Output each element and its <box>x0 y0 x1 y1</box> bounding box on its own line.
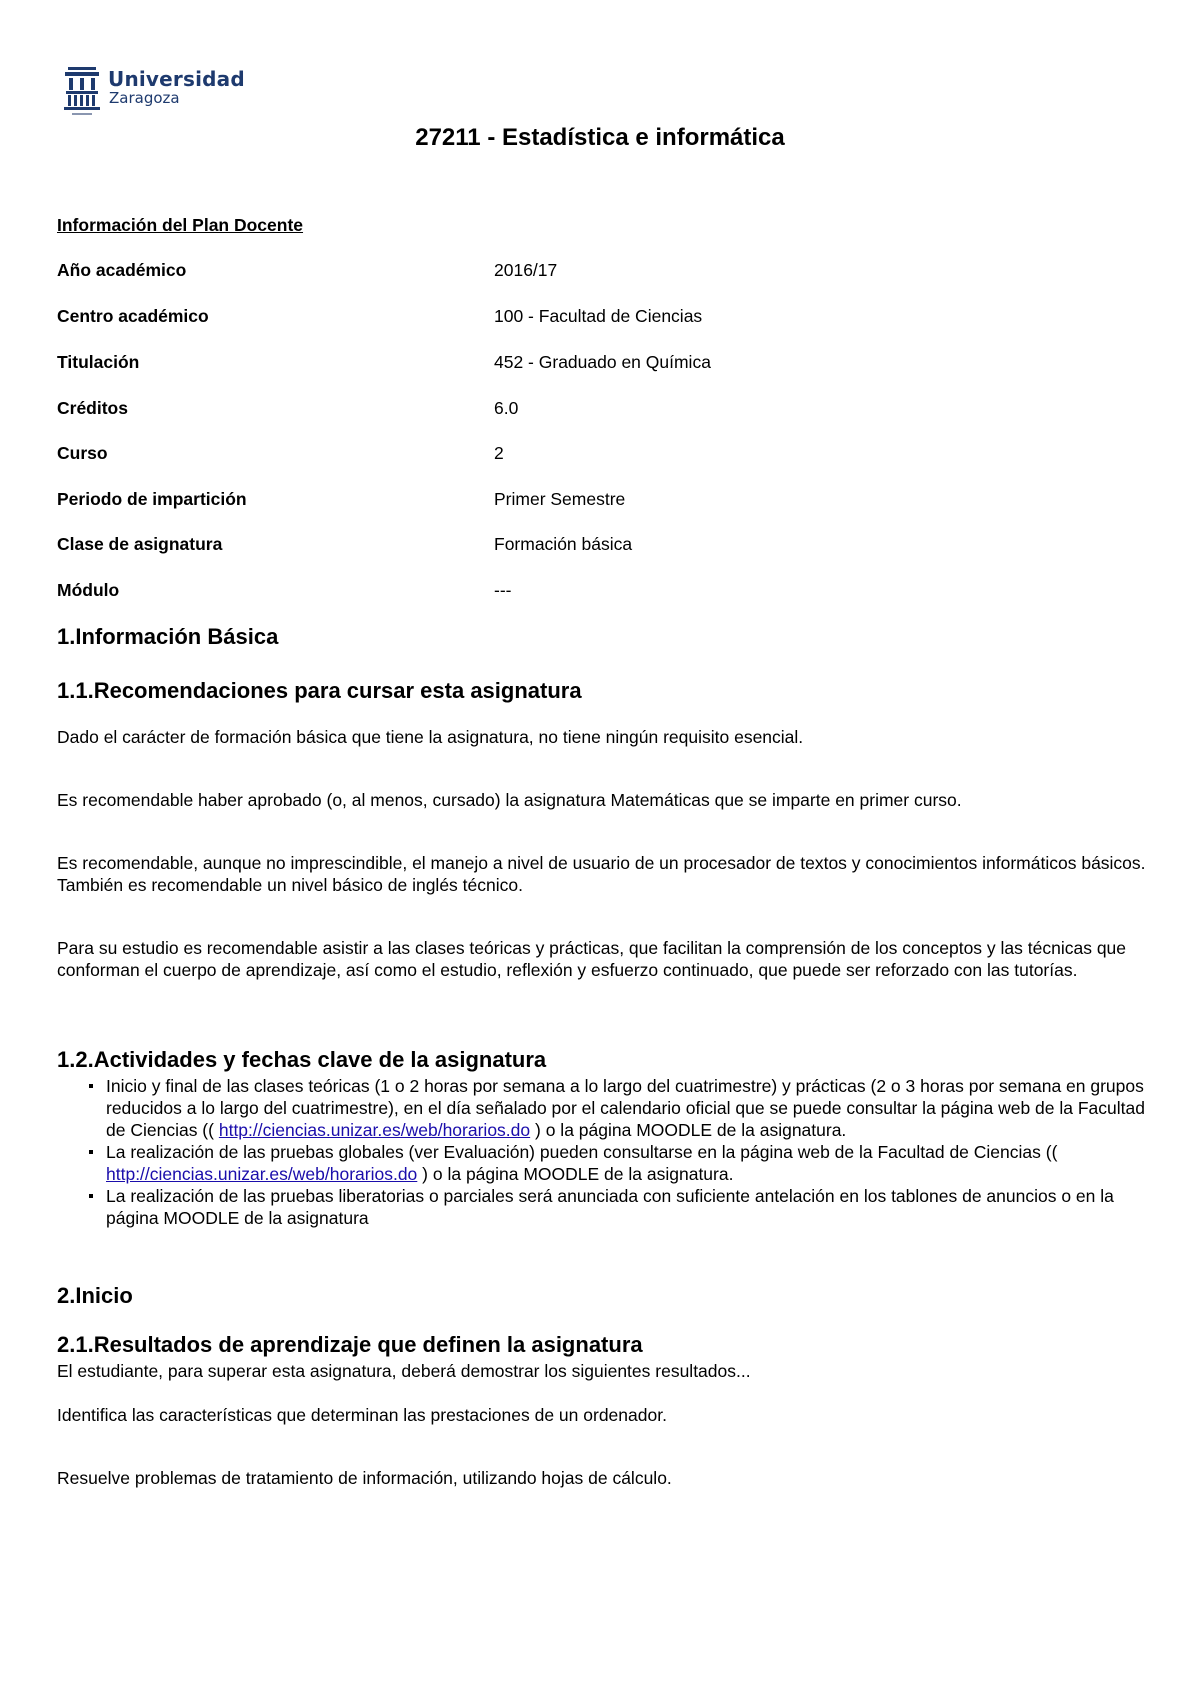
list-item-text: ) o la página MOODLE de la asignatura. <box>535 1120 847 1140</box>
logo-university-name: Universidad <box>108 67 245 91</box>
info-value: 2016/17 <box>494 260 558 280</box>
plan-heading: Información del Plan Docente <box>57 215 304 235</box>
activities-list <box>57 1075 1147 1229</box>
info-key: Módulo <box>57 580 120 600</box>
info-value: 100 - Facultad de Ciencias <box>494 306 703 326</box>
info-row <box>57 352 1157 376</box>
bullet-icon <box>89 1084 93 1088</box>
list-item <box>57 1075 1147 1141</box>
info-value: 2 <box>494 443 504 463</box>
info-row <box>57 580 1157 604</box>
info-key: Titulación <box>57 352 140 372</box>
list-item-text: La realización de las pruebas globales (ver Evaluación) pueden consultarse en la página web de la Facultad de Ciencias (( <box>106 1142 1058 1162</box>
horarios-link[interactable]: http://ciencias.unizar.es/web/horarios.do <box>106 1164 418 1184</box>
list-item <box>57 1185 1147 1229</box>
list-item-text: La realización de las pruebas liberatorias o parciales será anunciada con suficiente antelación en los tablones de anuncios o en la página MOODLE de la asignatura <box>106 1186 1114 1228</box>
info-key: Periodo de impartición <box>57 489 247 509</box>
info-row <box>57 306 1157 330</box>
info-row <box>57 443 1157 467</box>
paragraph: Identifica las características que determinan las prestaciones de un ordenador. <box>57 1405 667 1425</box>
info-key: Año académico <box>57 260 187 280</box>
info-value: --- <box>494 580 512 600</box>
horarios-link[interactable]: http://ciencias.unizar.es/web/horarios.do <box>218 1120 531 1140</box>
bullet-icon <box>89 1194 93 1198</box>
university-emblem-icon <box>62 66 102 118</box>
info-value: 6.0 <box>494 398 519 418</box>
list-item-text: Inicio y final de las clases teóricas (1 o 2 horas por semana a lo largo del cuatrimestre) y prácticas (2 o 3 horas por semana en grupos reducidos a lo largo del cuatrimestre), en el día señalado por el calendario oficial que se puede consultar la página web de la Facultad de Ciencias (( <box>106 1076 1145 1140</box>
section-heading: 1.Información Básica <box>57 624 279 649</box>
list-item-text: ) o la página MOODLE de la asignatura. <box>422 1164 734 1184</box>
section-heading: 2.Inicio <box>57 1283 133 1308</box>
paragraph: Para su estudio es recomendable asistir a las clases teóricas y prácticas, que facilitan la comprensión de los conceptos y las técnicas que conforman el cuerpo de aprendizaje, así como el estudio, reflexión y esfuerzo continuado, que puede ser reforzado con las tutorías. <box>57 938 1127 980</box>
paragraph: El estudiante, para superar esta asignatura, deberá demostrar los siguientes resultados... <box>57 1361 751 1381</box>
info-row <box>57 398 1157 422</box>
logo-city-name: Zaragoza <box>109 89 180 107</box>
subsection-heading: 1.2.Actividades y fechas clave de la asignatura <box>57 1047 547 1072</box>
paragraph: Es recomendable, aunque no imprescindible, el manejo a nivel de usuario de un procesador de textos y conocimientos informáticos básicos. También es recomendable un nivel básico de inglés técnico. <box>57 853 1146 895</box>
info-key: Clase de asignatura <box>57 534 223 554</box>
list-item <box>57 1141 1147 1185</box>
info-row <box>57 489 1157 513</box>
university-logo <box>62 66 245 118</box>
paragraph: Dado el carácter de formación básica que tiene la asignatura, no tiene ningún requisito esencial. <box>57 727 804 747</box>
info-value: Formación básica <box>494 534 633 554</box>
subsection-heading: 2.1.Resultados de aprendizaje que definen la asignatura <box>57 1332 643 1357</box>
info-value: Primer Semestre <box>494 489 626 509</box>
info-value: 452 - Graduado en Química <box>494 352 711 372</box>
info-key: Curso <box>57 443 108 463</box>
info-row <box>57 260 1157 284</box>
bullet-icon <box>89 1150 93 1154</box>
paragraph: Resuelve problemas de tratamiento de información, utilizando hojas de cálculo. <box>57 1468 672 1488</box>
paragraph: Es recomendable haber aprobado (o, al menos, cursado) la asignatura Matemáticas que se imparte en primer curso. <box>57 790 962 810</box>
subsection-heading: 1.1.Recomendaciones para cursar esta asignatura <box>57 678 582 703</box>
info-row <box>57 534 1157 558</box>
document-title: 27211 - Estadística e informática <box>415 124 785 151</box>
info-key: Créditos <box>57 398 128 418</box>
info-key: Centro académico <box>57 306 209 326</box>
